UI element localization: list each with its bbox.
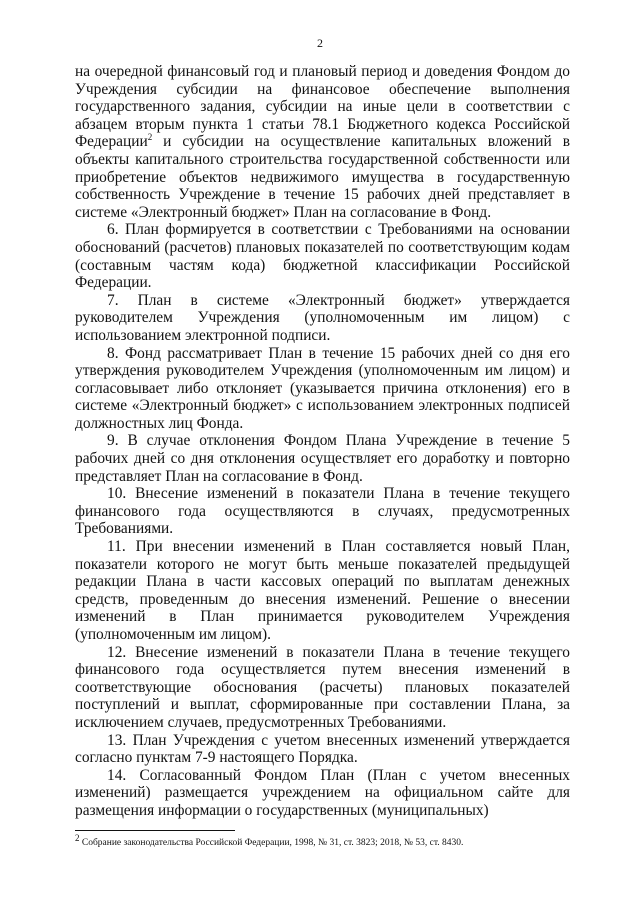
paragraph-item-13: 13. План Учреждения с учетом внесенных изменений утверждается согласно пунктам 7-9 настоящего Порядка.: [75, 731, 570, 767]
document-body: [75, 63, 570, 820]
paragraph-text: на очередной финансовый год и плановый период и доведения Фондом до Учреждения субсидии на финансовое обеспечение выполнения государственного задания, субсидии на иные цели в соответствии с абзацем вторым пункта 1 статьи 78.1 Бюджетного кодекса Российской Федерации: [75, 63, 570, 151]
paragraph-item-9: 9. В случае отклонения Фондом Плана Учреждение в течение 5 рабочих дней со дня отклонения осуществляет его доработку и повторно представляет План на согласование в Фонд.: [75, 432, 570, 485]
page-number: 2: [317, 36, 323, 50]
paragraph-text: и субсидии на осуществление капитальных вложений в объекты капитального строительства государственной собственности или приобретение объектов недвижимого имущества в государственную собственность Учреждение в течение 15 рабочих дней представляет в системе «Электронный бюджет» План на согласование в Фонд.: [75, 133, 570, 221]
paragraph-continuation: [75, 63, 570, 221]
paragraph-item-10: 10. Внесение изменений в показатели Плана в течение текущего финансового года осуществляются в случаях, предусмотренных Требованиями.: [75, 485, 570, 538]
paragraph-item-6: 6. План формируется в соответствии с Требованиями на основании обоснований (расчетов) плановых показателей по соответствующим кодам (составным частям кода) бюджетной классификации Российской Федерации.: [75, 221, 570, 292]
paragraph-item-12: 12. Внесение изменений в показатели Плана в течение текущего финансового года осуществляется путем внесения изменений в соответствующие обоснования (расчеты) плановых показателей поступлений и выплат, сформированные при составлении Плана, за исключением случаев, предусмотренных Требованиями.: [75, 643, 570, 731]
footnote-reference[interactable]: 2: [147, 132, 153, 143]
footnote-mark: 2: [75, 832, 80, 843]
paragraph-item-14: 14. Согласованный Фондом План (План с учетом внесенных изменений) размещается учреждением на официальном сайте для размещения информации о государственных (муниципальных): [75, 766, 570, 819]
paragraph-item-7: 7. План в системе «Электронный бюджет» утверждается руководителем Учреждения (уполномоченным им лицом) с использованием электронной подписи.: [75, 291, 570, 344]
footnote-text: Собрание законодательства Российской Федерации, 1998, № 31, ст. 3823; 2018, № 53, ст. 8430.: [79, 838, 464, 848]
paragraph-item-11: 11. При внесении изменений в План составляется новый План, показатели которого не могут быть меньше показателей предыдущей редакции Плана в части кассовых операций по выплатам денежных средств, проведенным до внесения изменений. Решение о внесении изменений в План принимается руководителем Учреждения (уполномоченным им лицом).: [75, 538, 570, 643]
paragraph-item-8: 8. Фонд рассматривает План в течение 15 рабочих дней со дня его утверждения руководителем Учреждения (уполномоченным им лицом) и согласовывает либо отклоняет (указывается причина отклонения) его в системе «Электронный бюджет» с использованием электронных подписей должностных лиц Фонда.: [75, 344, 570, 432]
footnote: [75, 832, 570, 849]
footnote-divider: [75, 830, 235, 831]
